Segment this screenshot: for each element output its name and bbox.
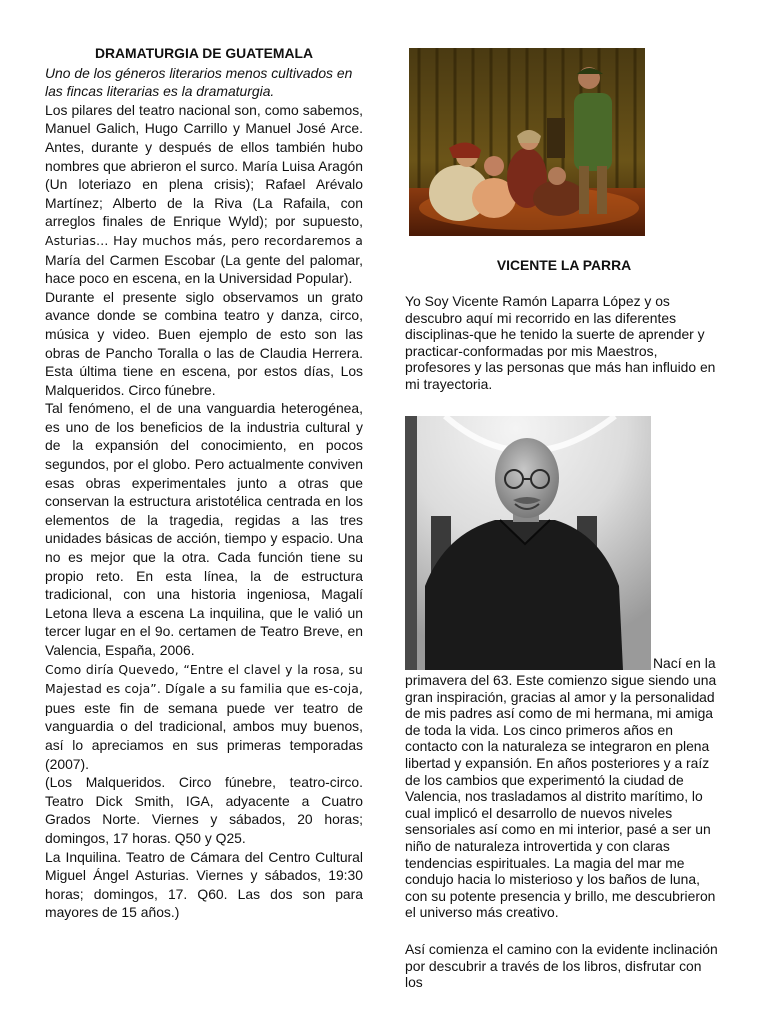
portrait-photo xyxy=(405,416,651,670)
paragraph-present-century: Durante el presente siglo observamos un grato avance donde se combina teatro y danza, circo, música y video. Buen ejemplo de esto son las obras de Pancho Toralla o las de Claudia Herrera. Esta última tiene en escena, por estos días, Los Malqueridos. Circo fúnebre. xyxy=(45,288,363,398)
paragraph-malqueridos-info: (Los Malqueridos. Circo fúnebre, teatro-circo. Teatro Dick Smith, IGA, adyacente a Cuatro Grados Norte. Viernes y sábados, 20 horas; domingos, 17 horas. Q50 y Q25. xyxy=(45,774,363,846)
paragraph-pillars xyxy=(45,101,363,288)
profile-last-text: Así comienza el camino con la evidente inclinación por descubrir a través de los libros, disfrutar con los xyxy=(405,941,718,991)
paragraph-pillars-text: Los pilares del teatro nacional son, como sabemos, Manuel Galich, Hugo Carrillo y Manuel José Arce. Antes, durante y después de ellos también hubo nombres que abrieron el surco. María Luisa Aragón (Un loteriazo en plena crisis); Rafael Arévalo Martínez; Alberto de la Riva (La Rafaila, con arreglos finales de Enrique Wyld); por supuesto, xyxy=(45,101,363,230)
quevedo-continuation: pues este fin de semana puede ver teatro de vanguardia o del tradicional, ambos muy buenos, así lo apreciamos en sus primeras temporadas (2007). xyxy=(45,699,363,772)
paragraph-pillars-end: María del Carmen Escobar (La gente del palomar, hace poco en escena, en la Universidad Popular). xyxy=(45,251,363,287)
born-start-text: Nací en la xyxy=(653,655,716,671)
profile-intro-text: Yo Soy Vicente Ramón Laparra López y os descubro aquí mi recorrido en las diferentes disciplinas-que he tenido la suerte de aprender y practicar-conformadas por mis Maestros, profesores y las personas que más han influido en mi trayectoria. xyxy=(405,293,716,392)
theater-stage-photo xyxy=(409,48,645,236)
article-title: DRAMATURGIA DE GUATEMALA xyxy=(94,45,314,61)
profile-body xyxy=(405,672,723,921)
profile-title: VICENTE LA PARRA xyxy=(496,257,632,273)
left-column xyxy=(45,44,363,922)
portrait-image xyxy=(405,416,651,670)
paragraph-pillars-alt: Asturias… Hay muchos más, pero recordaremos a xyxy=(45,232,363,248)
theater-photo-image xyxy=(409,48,645,236)
profile-intro xyxy=(405,293,723,393)
article-subtitle: Uno de los géneros literarios menos cultivados en las fincas literarias es la dramaturgia. xyxy=(45,64,353,100)
paragraph-inquilina-info: La Inquilina. Teatro de Cámara del Centro Cultural Miguel Ángel Asturias. Viernes y sábados, 19:30 horas; domingos, 17. Q60. Las dos son para mayores de 15 años.) xyxy=(45,848,363,921)
paragraph-phenomenon: Tal fenómeno, el de una vanguardia heterogénea, es uno de los beneficios de la industria cultural y de la expansión del conocimiento, en pocos segundos, por el globo. Pero actualmente conviven esas obras experimentales junto a otras que conservan la estructura aristotélica centrada en los elementos de la tragedia, regidas a las tres unidades básicas de acción, tiempo y espacio. Una no es mejor que la otra. Cada función tiene su propio reto. En esta línea, la de estructura tradicional, con una historia ingeniosa, Magalí Letona lleva a escena La inquilina, que le valió un tercer lugar en el 9o. certamen de Teatro Breve, en Valencia, España, 2006. xyxy=(45,400,363,658)
paragraph-quevedo xyxy=(45,660,363,774)
quevedo-quote: Como diría Quevedo, “Entre el clavel y la rosa, su Majestad es coja”. Dígale a su familia que es-coja, xyxy=(45,661,363,697)
profile-body-text: primavera del 63. Este comienzo sigue siendo una gran inspiración, gracias al amor y la personalidad de mis padres así como de mi hermana, mi amiga de toda la vida. Los cinco primeros años en contacto con la naturaleza se integraron en plena libertad y expansión. En años posteriores y a raíz de los cambios que experimentó la ciudad de Valencia, nos trasladamos al distrito marítimo, lo cual implicó el desarrollo de nuevos niveles sensoriales así como en mi interior, pasé a ser un niño de naturaleza introvertida y con claras tendencias espirituales. La magia del mar me condujo hacia lo misterioso y los baños de luna, con su potente presencia y brillo, me descubrieron el universo más creativo. xyxy=(405,672,717,921)
profile-last xyxy=(405,941,723,991)
